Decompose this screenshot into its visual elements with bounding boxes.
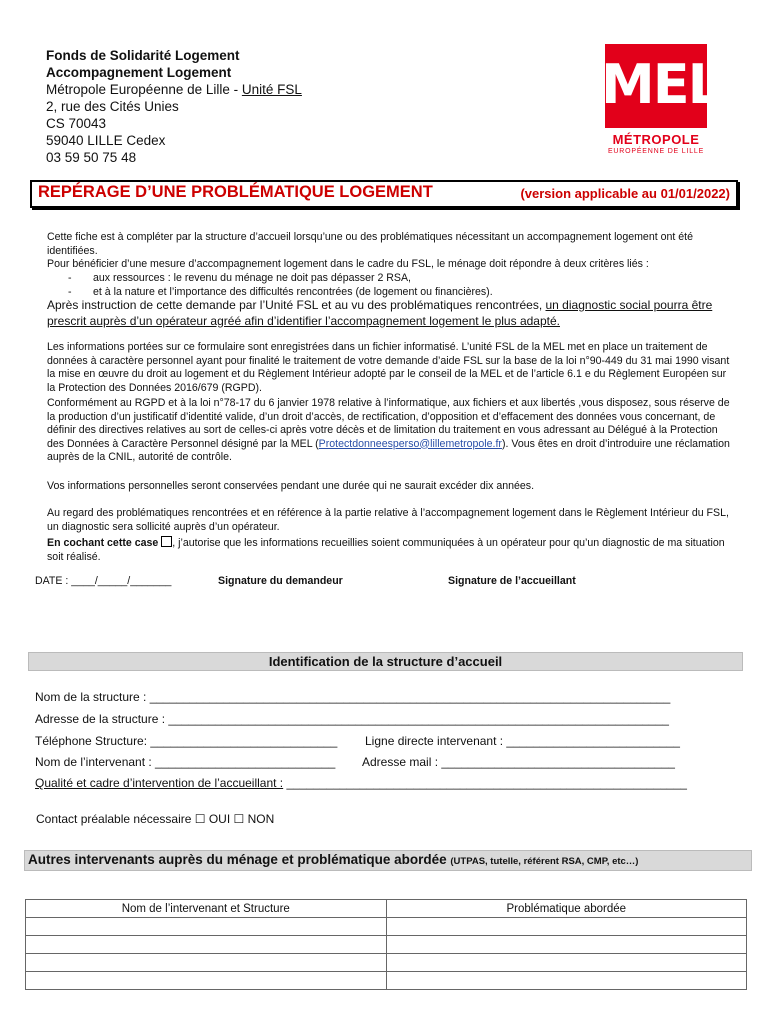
dpo-email-link[interactable]: Protectdonneesperso@lillemetropole.fr <box>318 437 502 450</box>
structure-address-field[interactable]: Adresse de la structure : ___________________________________________________________________________ <box>35 712 669 726</box>
table-cell[interactable] <box>386 918 747 936</box>
receptionist-signature-label: Signature de l’accueillant <box>448 575 576 587</box>
table-header-row <box>26 900 747 918</box>
table-cell[interactable] <box>26 954 387 972</box>
organisation-line: Métropole Européenne de Lille - Unité FSL <box>46 82 302 97</box>
document-title-box <box>30 180 738 208</box>
table-cell[interactable] <box>386 954 747 972</box>
fund-name: Fonds de Solidarité Logement <box>46 48 240 63</box>
table-cell[interactable] <box>26 918 387 936</box>
table-row <box>26 918 747 936</box>
intro-paragraph-1: Cette fiche est à compléter par la structure d’accueil lorsqu’une ou des problématiques nécessitant un accompagnement logement ont été identifiées. <box>47 231 694 257</box>
other-intervenants-header-bar <box>24 850 752 871</box>
table-row <box>26 972 747 990</box>
other-intervenants-heading: Autres intervenants auprès du ménage et problématique abordée (UTPAS, tutelle, référent RSA, CMP, etc…) <box>28 852 639 867</box>
table-cell[interactable] <box>26 972 387 990</box>
rgpd-paragraph-1: Les informations portées sur ce formulaire sont enregistrées dans un fichier informatisé. L’unité FSL de la MEL met en place un traitement de données à caractère personnel ayant pour finalité le traitement de votre demande d’aide FSL sur la base de la loi n°90-449 du 31 mai 1990 visant la mise en œuvre du droit au logement et du Règlement Intérieur adopté par le conseil de la MEL et de l’article 6.1 e du Règlement Européen sur la Protection des Données 2016/679 (RGPD). <box>47 341 730 394</box>
criterion-resources: aux ressources : le revenu du ménage ne doit pas dépasser 2 RSA, <box>93 272 411 284</box>
intervenant-name-field[interactable]: Nom de l’intervenant : ___________________________ <box>35 755 336 769</box>
criteria-dash-1: - <box>68 272 72 284</box>
retention-paragraph: Vos informations personnelles seront conservées pendant une durée qui ne saurait excéder dix années. <box>47 480 535 492</box>
sender-address <box>46 47 302 166</box>
criteria-dash-2: - <box>68 286 72 298</box>
consent-paragraph: En cochant cette case , j’autorise que les informations recueillies soient communiquées à un opérateur pour qu’un diagnostic de ma situation soit réalisé. <box>47 537 725 563</box>
document-title: REPÉRAGE D’UNE PROBLÉMATIQUE LOGEMENT <box>38 183 433 201</box>
service-name: Accompagnement Logement <box>46 65 232 80</box>
consent-checkbox[interactable] <box>161 536 172 547</box>
instruction-paragraph: Après instruction de cette demande par l’Unité FSL et au vu des problématiques rencontrées, un diagnostic social pourra être prescrit auprès d’un opérateur agréé afin d’identifier l’accompagnement logement le plus adapté. <box>47 298 713 328</box>
logo-metropole-text: MÉTROPOLE <box>612 132 700 147</box>
unit-link[interactable]: Unité FSL <box>241 82 302 97</box>
instruction-underlined: un diagnostic social pourra être prescrit auprès d’un opérateur agréé afin d’identifier l’accompagnement logement le plus adapté. <box>47 298 713 328</box>
logo-europeenne-text: EUROPÉENNE DE LILLE <box>607 148 705 155</box>
intro-paragraph-2: Pour bénéficier d’une mesure d’accompagnement logement dans le cadre du FSL, le ménage doit répondre à deux critères liés : <box>47 258 649 270</box>
diagnostic-paragraph: Au regard des problématiques rencontrées et en référence à la partie relative à l’accompagnement logement dans le Règlement Intérieur du FSL, un diagnostic sera sollicité auprès d’un opérateur. <box>47 507 729 533</box>
email-field[interactable]: Adresse mail : ___________________________________ <box>362 755 675 769</box>
intervenants-table <box>25 899 747 990</box>
prior-contact-options[interactable]: Contact préalable nécessaire ☐ OUI ☐ NON <box>36 812 275 826</box>
date-field[interactable]: DATE : ____/_____/_______ <box>35 575 172 587</box>
street: 2, rue des Cités Unies <box>46 99 179 114</box>
column-header-problematique: Problématique abordée <box>386 900 747 918</box>
document-version: (version applicable au 01/01/2022) <box>520 186 730 201</box>
quality-label: Qualité et cadre d’intervention de l’accueillant : <box>35 776 284 790</box>
quality-field[interactable]: Qualité et cadre d’intervention de l’accueillant : ____________________________________________________________ <box>35 776 687 790</box>
postal-box: CS 70043 <box>46 116 107 131</box>
structure-phone-field[interactable]: Téléphone Structure: ____________________________ <box>35 734 338 748</box>
city: 59040 LILLE Cedex <box>46 133 166 148</box>
logo-mel-text: MEL <box>601 53 721 116</box>
table-row <box>26 954 747 972</box>
table-cell[interactable] <box>26 936 387 954</box>
rgpd-paragraph-2: Conformément au RGPD et à la loi n°78-17 du 6 janvier 1978 relative à l’informatique, aux fichiers et aux libertés ,vous disposez, sous réserve de la production d’un justificatif d’identité valide, d’un droit d’accès, de rectification, d’opposition et d’effacement des données vous concernant, de définir des directives relatives au sort de celles-ci après votre décès et de limitation du traitement en vous adressant au Délégué à la Protection des Données à Caractère Personnel désigné par la MEL (Protectdonneesperso@lillemetropole.fr). Vous êtes en droit d’introduire une réclamation auprès de la CNIL, autorité de contrôle. <box>47 397 730 463</box>
table-cell[interactable] <box>386 972 747 990</box>
applicant-signature-label: Signature du demandeur <box>218 575 343 587</box>
criterion-difficulties: et à la nature et l’importance des difficultés rencontrées (de logement ou financières). <box>93 286 493 298</box>
consent-bold-text: En cochant cette case <box>47 537 159 549</box>
structure-name-field[interactable]: Nom de la structure : ______________________________________________________________________________ <box>35 690 671 704</box>
identification-header-bar <box>28 652 743 671</box>
phone: 03 59 50 75 48 <box>46 150 137 165</box>
table-row <box>26 936 747 954</box>
identification-heading: Identification de la structure d’accueil <box>268 654 503 669</box>
table-cell[interactable] <box>386 936 747 954</box>
mel-logo <box>601 44 721 156</box>
column-header-intervenant: Nom de l’intervenant et Structure <box>26 900 387 918</box>
direct-line-field[interactable]: Ligne directe intervenant : __________________________ <box>365 734 680 748</box>
